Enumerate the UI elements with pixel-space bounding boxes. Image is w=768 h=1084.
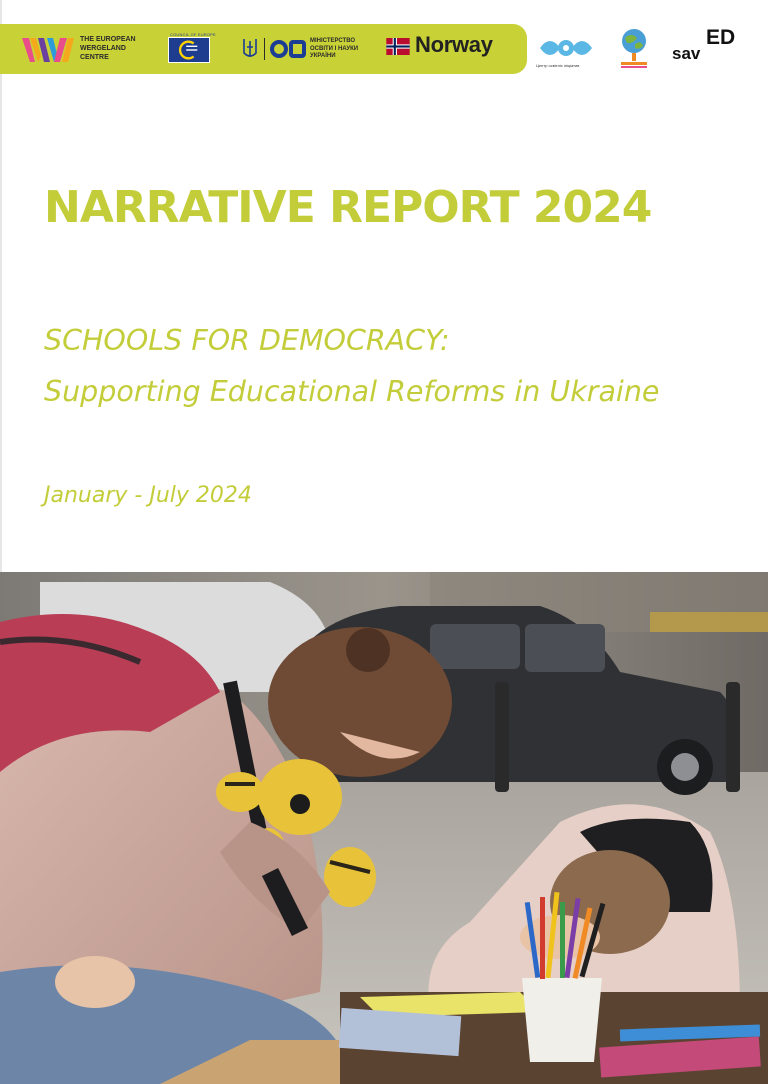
ministry-line-2: ОСВІТИ І НАУКИ xyxy=(310,45,359,52)
report-title: NARRATIVE REPORT 2024 xyxy=(44,182,652,233)
wergeland-line-3: CENTRE xyxy=(80,54,109,61)
subtitle-line-2: Supporting Educational Reforms in Ukraine xyxy=(44,375,660,408)
education-initiatives-caption: Центр освітніх ініціатив xyxy=(536,63,580,68)
saved-logo-small: sav xyxy=(672,44,701,63)
globe-children-logo-icon xyxy=(615,26,653,70)
wergeland-line-1: THE EUROPEAN xyxy=(80,36,136,43)
wergeland-name xyxy=(80,35,160,62)
saved-logo xyxy=(672,26,752,64)
report-subtitle xyxy=(44,315,764,417)
cover-photo xyxy=(0,572,768,1084)
saved-logo-big: ED xyxy=(706,26,736,49)
subtitle-line-1: SCHOOLS FOR DEMOCRACY: xyxy=(44,324,450,357)
wergeland-logo-icon xyxy=(22,36,74,64)
norway-logo-text: Norway xyxy=(415,32,493,57)
report-period: January - July 2024 xyxy=(44,483,252,508)
ministry-logo-icon xyxy=(270,38,306,60)
ministry-line-1: МІНІСТЕРСТВО xyxy=(310,38,356,44)
page-edge-rule xyxy=(0,0,2,572)
logo-divider xyxy=(264,38,265,60)
photo-pencil-cup xyxy=(522,978,602,1062)
ukraine-trident-icon xyxy=(242,37,258,61)
cover-photo-illustration xyxy=(0,572,768,1084)
council-of-europe-logo-icon xyxy=(168,37,210,63)
norway-flag-icon xyxy=(386,38,410,55)
ministry-name xyxy=(310,38,370,61)
ministry-line-3: УКРАЇНИ xyxy=(310,53,336,59)
coe-label: COUNCIL OF EUROPE xyxy=(170,32,216,37)
wergeland-line-2: WERGELAND xyxy=(80,45,126,52)
